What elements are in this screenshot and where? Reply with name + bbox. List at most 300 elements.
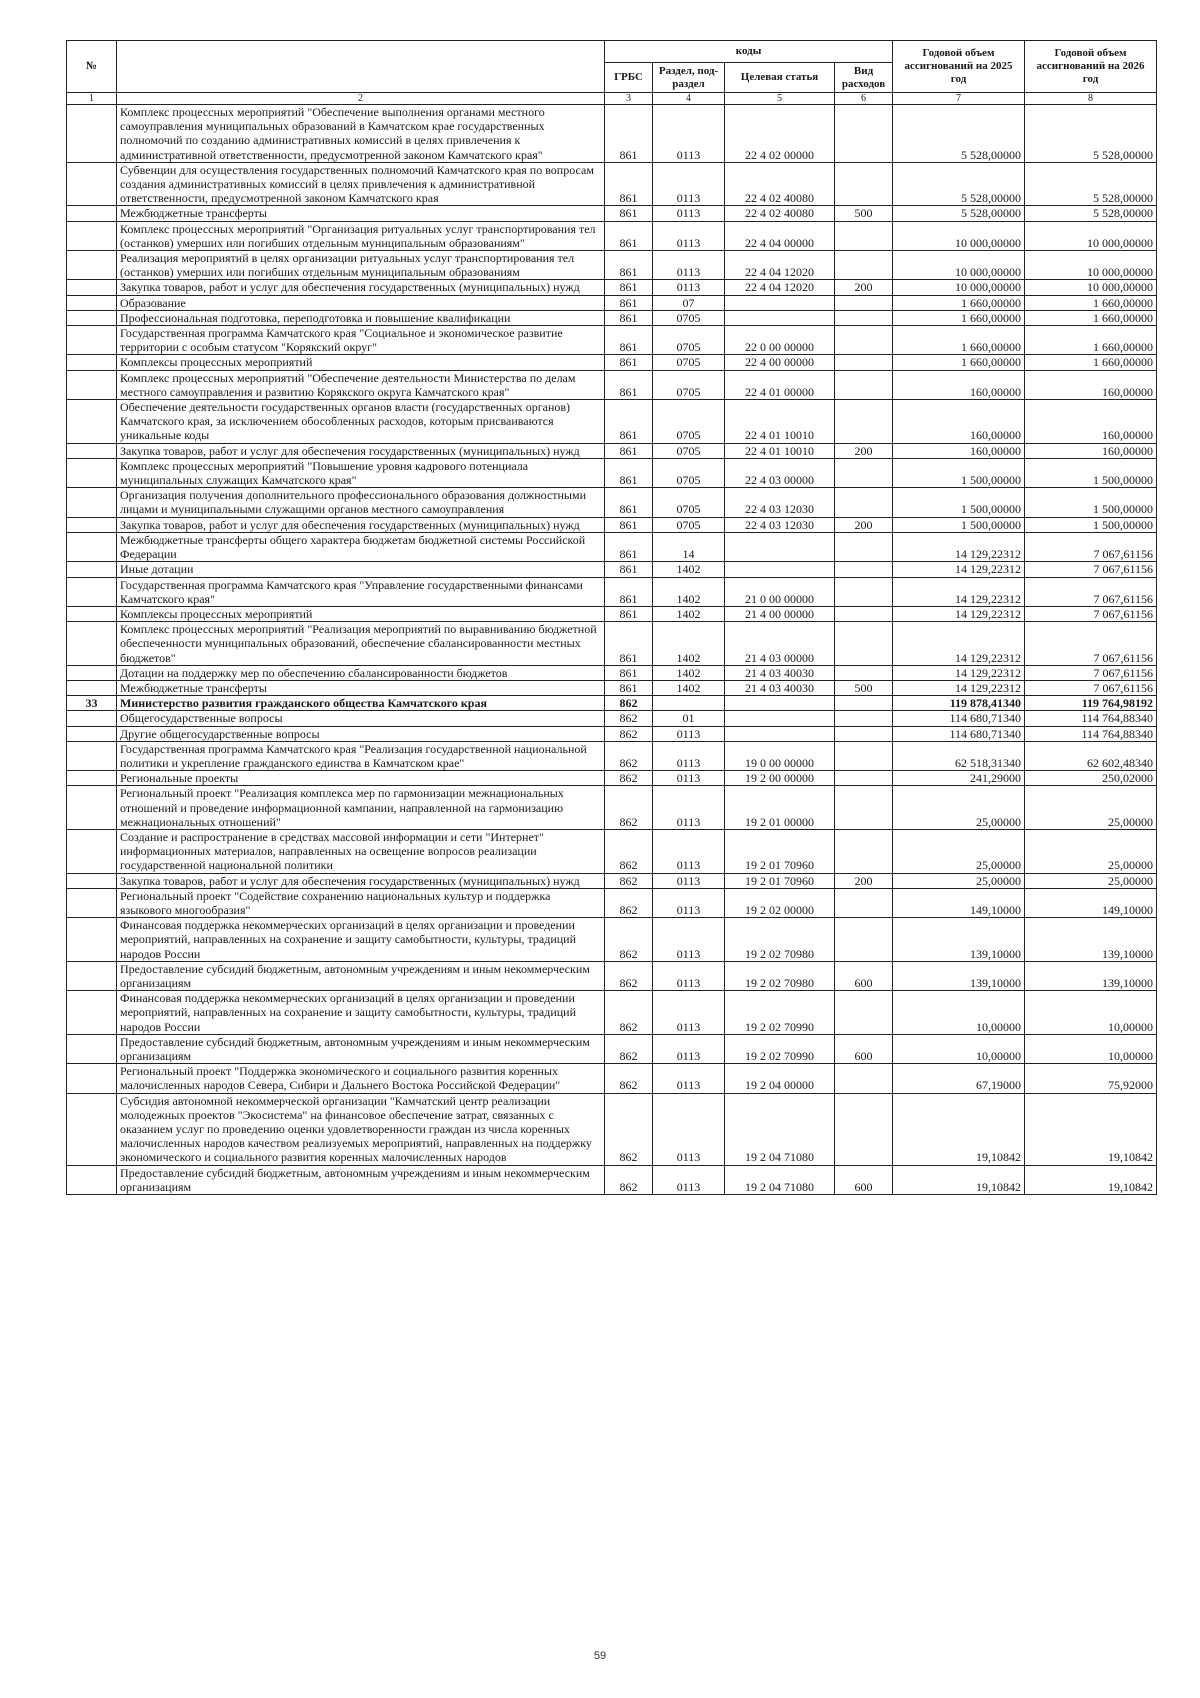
table-row [67, 829, 1157, 873]
row-amount-2026: 62 602,48340 [1025, 741, 1157, 770]
row-number [67, 370, 117, 399]
row-amount-2026: 10,00000 [1025, 1034, 1157, 1063]
row-grbs: 861 [605, 532, 653, 561]
table-row [67, 888, 1157, 917]
row-amount-2025: 1 660,00000 [893, 355, 1025, 370]
row-kind [835, 888, 893, 917]
row-section: 1402 [653, 562, 725, 577]
row-number [67, 251, 117, 280]
row-number [67, 829, 117, 873]
row-amount-2026: 114 764,88340 [1025, 711, 1157, 726]
row-amount-2026: 1 660,00000 [1025, 295, 1157, 310]
row-amount-2026: 19,10842 [1025, 1093, 1157, 1165]
row-amount-2026: 7 067,61156 [1025, 577, 1157, 606]
row-amount-2026: 1 660,00000 [1025, 310, 1157, 325]
row-target: 22 4 04 12020 [725, 251, 835, 280]
row-number [67, 665, 117, 680]
row-grbs: 862 [605, 991, 653, 1035]
row-amount-2026: 7 067,61156 [1025, 680, 1157, 695]
row-kind [835, 829, 893, 873]
row-section [653, 696, 725, 711]
row-amount-2026: 5 528,00000 [1025, 105, 1157, 163]
row-grbs: 862 [605, 1093, 653, 1165]
row-number [67, 726, 117, 741]
row-section: 0113 [653, 873, 725, 888]
row-grbs: 861 [605, 517, 653, 532]
row-number [67, 873, 117, 888]
row-kind: 200 [835, 280, 893, 295]
row-section: 0705 [653, 370, 725, 399]
row-amount-2025: 14 129,22312 [893, 606, 1025, 621]
row-kind [835, 488, 893, 517]
row-name: Реализация мероприятий в целях организации ритуальных услуг транспортирования тел (останков) умерших или погибших отдельным муниципальным образованиям [117, 251, 605, 280]
row-grbs: 861 [605, 310, 653, 325]
table-row [67, 873, 1157, 888]
row-grbs: 861 [605, 162, 653, 206]
header-vol-2026: Годовой объем ассигнований на 2026 год [1025, 41, 1157, 93]
row-amount-2026: 25,00000 [1025, 873, 1157, 888]
row-kind: 600 [835, 961, 893, 990]
row-name: Закупка товаров, работ и услуг для обеспечения государственных (муниципальных) нужд [117, 443, 605, 458]
row-kind: 500 [835, 206, 893, 221]
row-grbs: 861 [605, 665, 653, 680]
row-amount-2025: 5 528,00000 [893, 206, 1025, 221]
row-kind [835, 355, 893, 370]
row-section: 0113 [653, 221, 725, 250]
row-kind [835, 786, 893, 830]
row-amount-2026: 7 067,61156 [1025, 665, 1157, 680]
row-section: 0113 [653, 105, 725, 163]
row-name: Предоставление субсидий бюджетным, автономным учреждениям и иным некоммерческим организациям [117, 1034, 605, 1063]
row-grbs: 862 [605, 873, 653, 888]
row-grbs: 861 [605, 221, 653, 250]
row-amount-2025: 1 660,00000 [893, 310, 1025, 325]
row-name: Министерство развития гражданского общества Камчатского края [117, 696, 605, 711]
row-number [67, 711, 117, 726]
table-row [67, 206, 1157, 221]
row-grbs: 862 [605, 696, 653, 711]
row-amount-2026: 10 000,00000 [1025, 280, 1157, 295]
row-name: Субсидия автономной некоммерческой организации "Камчатский центр реализации молодежных проектов "Экосистема" на финансовое обеспечение затрат, связанных с оказанием услуг по проведению оценки удовлетворенности граждан из числа коренных малочисленных народов качеством реализуемых мероприятий, направленных на поддержку экономического и социального развития коренных малочисленных народов [117, 1093, 605, 1165]
row-number [67, 458, 117, 487]
row-amount-2025: 1 500,00000 [893, 517, 1025, 532]
row-amount-2026: 119 764,98192 [1025, 696, 1157, 711]
table-row [67, 577, 1157, 606]
row-number [67, 488, 117, 517]
row-grbs: 861 [605, 206, 653, 221]
row-grbs: 862 [605, 918, 653, 962]
row-kind: 200 [835, 517, 893, 532]
table-row [67, 310, 1157, 325]
row-target: 22 4 00 00000 [725, 355, 835, 370]
row-section: 0113 [653, 1093, 725, 1165]
row-name: Межбюджетные трансферты [117, 680, 605, 695]
row-number [67, 326, 117, 355]
row-section: 1402 [653, 665, 725, 680]
row-number [67, 622, 117, 666]
page-number: 59 [593, 1650, 607, 1662]
row-name: Организация получения дополнительного профессионального образования должностными лицами и муниципальными служащими органов местного самоуправления [117, 488, 605, 517]
row-name: Региональный проект "Содействие сохранению национальных культур и поддержка языкового многообразия" [117, 888, 605, 917]
row-grbs: 862 [605, 711, 653, 726]
row-amount-2026: 160,00000 [1025, 400, 1157, 444]
table-row [67, 221, 1157, 250]
row-grbs: 861 [605, 443, 653, 458]
row-name: Другие общегосударственные вопросы [117, 726, 605, 741]
row-kind: 200 [835, 873, 893, 888]
row-target: 19 2 02 00000 [725, 888, 835, 917]
row-kind [835, 326, 893, 355]
row-section: 01 [653, 711, 725, 726]
table-row [67, 606, 1157, 621]
row-section: 1402 [653, 606, 725, 621]
row-grbs: 862 [605, 726, 653, 741]
row-section: 0113 [653, 1165, 725, 1194]
row-amount-2025: 19,10842 [893, 1165, 1025, 1194]
row-amount-2025: 1 660,00000 [893, 326, 1025, 355]
row-grbs: 862 [605, 1034, 653, 1063]
row-kind [835, 711, 893, 726]
row-number [67, 105, 117, 163]
row-kind [835, 991, 893, 1035]
row-section: 0705 [653, 458, 725, 487]
header-grbs: ГРБС [605, 63, 653, 93]
row-name: Иные дотации [117, 562, 605, 577]
row-amount-2026: 114 764,88340 [1025, 726, 1157, 741]
row-amount-2026: 1 500,00000 [1025, 488, 1157, 517]
row-amount-2025: 14 129,22312 [893, 680, 1025, 695]
row-target: 19 2 02 70990 [725, 1034, 835, 1063]
row-number [67, 1093, 117, 1165]
row-grbs: 861 [605, 251, 653, 280]
row-amount-2025: 19,10842 [893, 1093, 1025, 1165]
row-section: 14 [653, 532, 725, 561]
row-grbs: 861 [605, 562, 653, 577]
row-grbs: 861 [605, 488, 653, 517]
row-target: 19 2 00 00000 [725, 771, 835, 786]
table-row [67, 696, 1157, 711]
table-row [67, 295, 1157, 310]
column-number: 7 [893, 93, 1025, 105]
row-name: Субвенции для осуществления государственных полномочий Камчатского края по вопросам создания административных комиссий в целях привлечения к административной ответственности, предусмотренной законом Камчатского края [117, 162, 605, 206]
row-section: 0113 [653, 786, 725, 830]
row-amount-2025: 160,00000 [893, 370, 1025, 399]
row-kind [835, 162, 893, 206]
budget-table-container [66, 40, 1156, 1195]
row-target: 21 4 00 00000 [725, 606, 835, 621]
table-row [67, 326, 1157, 355]
row-name: Комплексы процессных мероприятий [117, 606, 605, 621]
row-amount-2026: 75,92000 [1025, 1064, 1157, 1093]
row-kind [835, 310, 893, 325]
table-row [67, 1034, 1157, 1063]
row-grbs: 862 [605, 1064, 653, 1093]
row-target: 21 4 03 40030 [725, 665, 835, 680]
table-row [67, 1064, 1157, 1093]
row-section: 0113 [653, 726, 725, 741]
row-amount-2025: 10 000,00000 [893, 251, 1025, 280]
row-number [67, 991, 117, 1035]
column-number: 3 [605, 93, 653, 105]
row-kind [835, 400, 893, 444]
row-amount-2025: 25,00000 [893, 873, 1025, 888]
row-number [67, 1165, 117, 1194]
row-target: 21 4 03 40030 [725, 680, 835, 695]
row-amount-2025: 114 680,71340 [893, 726, 1025, 741]
header-codes: коды [605, 41, 893, 63]
table-row [67, 786, 1157, 830]
row-amount-2025: 10 000,00000 [893, 280, 1025, 295]
row-amount-2026: 149,10000 [1025, 888, 1157, 917]
row-target: 19 2 04 00000 [725, 1064, 835, 1093]
row-amount-2025: 1 500,00000 [893, 458, 1025, 487]
table-row [67, 517, 1157, 532]
header-name [117, 41, 605, 93]
row-kind [835, 741, 893, 770]
row-name: Закупка товаров, работ и услуг для обеспечения государственных (муниципальных) нужд [117, 280, 605, 295]
row-section: 0113 [653, 829, 725, 873]
row-grbs: 861 [605, 295, 653, 310]
table-row [67, 918, 1157, 962]
row-grbs: 861 [605, 355, 653, 370]
row-number [67, 1064, 117, 1093]
row-amount-2026: 139,10000 [1025, 918, 1157, 962]
row-number [67, 562, 117, 577]
table-row [67, 711, 1157, 726]
row-target: 21 0 00 00000 [725, 577, 835, 606]
row-name: Закупка товаров, работ и услуг для обеспечения государственных (муниципальных) нужд [117, 873, 605, 888]
row-number [67, 310, 117, 325]
table-row [67, 741, 1157, 770]
row-kind [835, 1093, 893, 1165]
row-name: Закупка товаров, работ и услуг для обеспечения государственных (муниципальных) нужд [117, 517, 605, 532]
row-amount-2025: 241,29000 [893, 771, 1025, 786]
row-name: Комплекс процессных мероприятий "Реализация мероприятий по выравниванию бюджетной обеспеченности муниципальных образований, обеспечение сбалансированности местных бюджетов" [117, 622, 605, 666]
row-amount-2025: 160,00000 [893, 400, 1025, 444]
row-grbs: 862 [605, 771, 653, 786]
row-target: 19 2 01 00000 [725, 786, 835, 830]
table-row [67, 961, 1157, 990]
row-amount-2025: 139,10000 [893, 918, 1025, 962]
row-amount-2025: 62 518,31340 [893, 741, 1025, 770]
row-amount-2026: 7 067,61156 [1025, 562, 1157, 577]
row-amount-2025: 67,19000 [893, 1064, 1025, 1093]
row-name: Дотации на поддержку мер по обеспечению сбалансированности бюджетов [117, 665, 605, 680]
table-row [67, 680, 1157, 695]
row-grbs: 861 [605, 622, 653, 666]
table-row [67, 370, 1157, 399]
row-number [67, 206, 117, 221]
row-name: Комплекс процессных мероприятий "Обеспечение выполнения органами местного самоуправления муниципальных образований в Камчатском крае государственных полномочий по созданию административных комиссий в целях привлечения к административной ответственности, предусмотренной законом Камчатского края" [117, 105, 605, 163]
row-number [67, 443, 117, 458]
row-number [67, 606, 117, 621]
row-target: 19 2 02 70980 [725, 961, 835, 990]
row-name: Государственная программа Камчатского края "Управление государственными финансами Камчатского края" [117, 577, 605, 606]
row-amount-2025: 139,10000 [893, 961, 1025, 990]
row-number [67, 517, 117, 532]
row-grbs: 861 [605, 680, 653, 695]
row-amount-2026: 5 528,00000 [1025, 162, 1157, 206]
row-target [725, 696, 835, 711]
row-kind [835, 606, 893, 621]
row-section: 0113 [653, 1034, 725, 1063]
row-section: 0705 [653, 355, 725, 370]
row-section: 0113 [653, 961, 725, 990]
row-target: 22 4 02 40080 [725, 206, 835, 221]
row-section: 0113 [653, 251, 725, 280]
row-name: Профессиональная подготовка, переподготовка и повышение квалификации [117, 310, 605, 325]
row-target [725, 562, 835, 577]
row-section: 0113 [653, 991, 725, 1035]
row-section: 0113 [653, 741, 725, 770]
row-kind [835, 370, 893, 399]
table-row [67, 771, 1157, 786]
table-row [67, 443, 1157, 458]
row-amount-2025: 114 680,71340 [893, 711, 1025, 726]
row-target: 22 4 02 00000 [725, 105, 835, 163]
row-target: 22 4 01 10010 [725, 400, 835, 444]
table-row [67, 562, 1157, 577]
row-amount-2025: 25,00000 [893, 829, 1025, 873]
row-name: Обеспечение деятельности государственных органов власти (государственных органов) Камчатского края, за исключением обособленных расходов, которым присваиваются уникальные коды [117, 400, 605, 444]
row-name: Финансовая поддержка некоммерческих организаций в целях организации и проведении мероприятий, направленных на сохранение и защиту самобытности, культуры, традиций народов России [117, 991, 605, 1035]
row-kind [835, 458, 893, 487]
row-target: 22 4 01 00000 [725, 370, 835, 399]
row-amount-2026: 1 660,00000 [1025, 355, 1157, 370]
row-amount-2026: 1 500,00000 [1025, 517, 1157, 532]
row-amount-2026: 10,00000 [1025, 991, 1157, 1035]
row-grbs: 862 [605, 961, 653, 990]
row-name: Межбюджетные трансферты общего характера бюджетам бюджетной системы Российской Федерации [117, 532, 605, 561]
row-section: 0705 [653, 310, 725, 325]
row-target [725, 726, 835, 741]
row-target [725, 310, 835, 325]
row-section: 1402 [653, 577, 725, 606]
row-name: Межбюджетные трансферты [117, 206, 605, 221]
row-amount-2026: 5 528,00000 [1025, 206, 1157, 221]
row-grbs: 862 [605, 829, 653, 873]
row-target: 19 2 04 71080 [725, 1165, 835, 1194]
row-amount-2026: 1 500,00000 [1025, 458, 1157, 487]
row-number [67, 532, 117, 561]
row-amount-2025: 160,00000 [893, 443, 1025, 458]
row-name: Региональный проект "Поддержка экономического и социального развития коренных малочисленных народов Севера, Сибири и Дальнего Востока Российской Федерации" [117, 1064, 605, 1093]
row-amount-2026: 10 000,00000 [1025, 221, 1157, 250]
row-kind: 200 [835, 443, 893, 458]
row-name: Комплекс процессных мероприятий "Повышение уровня кадрового потенциала муниципальных служащих Камчатского края" [117, 458, 605, 487]
row-number [67, 221, 117, 250]
header-vol-2025: Годовой объем ассигнований на 2025 год [893, 41, 1025, 93]
row-kind [835, 1064, 893, 1093]
table-row [67, 105, 1157, 163]
row-kind [835, 726, 893, 741]
row-amount-2025: 14 129,22312 [893, 532, 1025, 561]
row-target: 22 0 00 00000 [725, 326, 835, 355]
row-number [67, 961, 117, 990]
column-number: 5 [725, 93, 835, 105]
row-grbs: 861 [605, 280, 653, 295]
row-target: 22 4 04 00000 [725, 221, 835, 250]
row-section: 07 [653, 295, 725, 310]
row-number [67, 162, 117, 206]
column-number: 1 [67, 93, 117, 105]
row-target: 19 2 02 70980 [725, 918, 835, 962]
row-amount-2026: 19,10842 [1025, 1165, 1157, 1194]
row-kind [835, 251, 893, 280]
row-name: Региональные проекты [117, 771, 605, 786]
row-amount-2026: 25,00000 [1025, 786, 1157, 830]
row-grbs: 861 [605, 370, 653, 399]
row-amount-2025: 149,10000 [893, 888, 1025, 917]
row-grbs: 861 [605, 606, 653, 621]
table-row [67, 1093, 1157, 1165]
row-kind [835, 622, 893, 666]
row-section: 0113 [653, 918, 725, 962]
column-number: 2 [117, 93, 605, 105]
column-number: 6 [835, 93, 893, 105]
table-row [67, 1165, 1157, 1194]
table-row [67, 726, 1157, 741]
row-section: 0113 [653, 888, 725, 917]
row-amount-2025: 1 500,00000 [893, 488, 1025, 517]
row-name: Государственная программа Камчатского края "Социальное и экономическое развитие территории с особым статусом "Корякский округ" [117, 326, 605, 355]
header-section: Раздел, под-раздел [653, 63, 725, 93]
row-number [67, 355, 117, 370]
header-no: № [67, 41, 117, 93]
row-amount-2025: 14 129,22312 [893, 622, 1025, 666]
table-row [67, 532, 1157, 561]
row-number [67, 888, 117, 917]
row-target: 22 4 03 00000 [725, 458, 835, 487]
row-target: 22 4 03 12030 [725, 488, 835, 517]
row-kind [835, 771, 893, 786]
row-number: 33 [67, 696, 117, 711]
row-section: 0113 [653, 206, 725, 221]
row-section: 1402 [653, 680, 725, 695]
table-row [67, 622, 1157, 666]
table-row [67, 488, 1157, 517]
row-number [67, 295, 117, 310]
row-grbs: 861 [605, 577, 653, 606]
row-number [67, 918, 117, 962]
row-section: 0113 [653, 771, 725, 786]
row-amount-2025: 14 129,22312 [893, 577, 1025, 606]
row-section: 0705 [653, 488, 725, 517]
row-kind [835, 105, 893, 163]
table-row [67, 355, 1157, 370]
row-grbs: 862 [605, 888, 653, 917]
row-kind: 600 [835, 1034, 893, 1063]
row-grbs: 862 [605, 1165, 653, 1194]
row-target: 21 4 03 00000 [725, 622, 835, 666]
table-row [67, 280, 1157, 295]
row-kind [835, 295, 893, 310]
table-row [67, 251, 1157, 280]
row-amount-2025: 10,00000 [893, 991, 1025, 1035]
row-amount-2025: 5 528,00000 [893, 105, 1025, 163]
row-target: 19 0 00 00000 [725, 741, 835, 770]
row-section: 0113 [653, 162, 725, 206]
row-number [67, 280, 117, 295]
row-grbs: 862 [605, 741, 653, 770]
row-target: 19 2 01 70960 [725, 829, 835, 873]
row-name: Комплекс процессных мероприятий "Обеспечение деятельности Министерства по делам местного самоуправления и развитию Корякского округа Камчатского края" [117, 370, 605, 399]
row-kind [835, 577, 893, 606]
row-target: 19 2 04 71080 [725, 1093, 835, 1165]
row-name: Региональный проект "Реализация комплекса мер по гармонизации межнациональных отношений и проведение информационной кампании, направленной на гармонизацию межнациональных отношений" [117, 786, 605, 830]
row-name: Создание и распространение в средствах массовой информации и сети "Интернет" информационных материалов, направленных на освещение вопросов реализации государственной национальной политики [117, 829, 605, 873]
row-name: Комплекс процессных мероприятий "Организация ритуальных услуг транспортирования тел (останков) умерших или погибших отдельным муниципальным образованиям" [117, 221, 605, 250]
